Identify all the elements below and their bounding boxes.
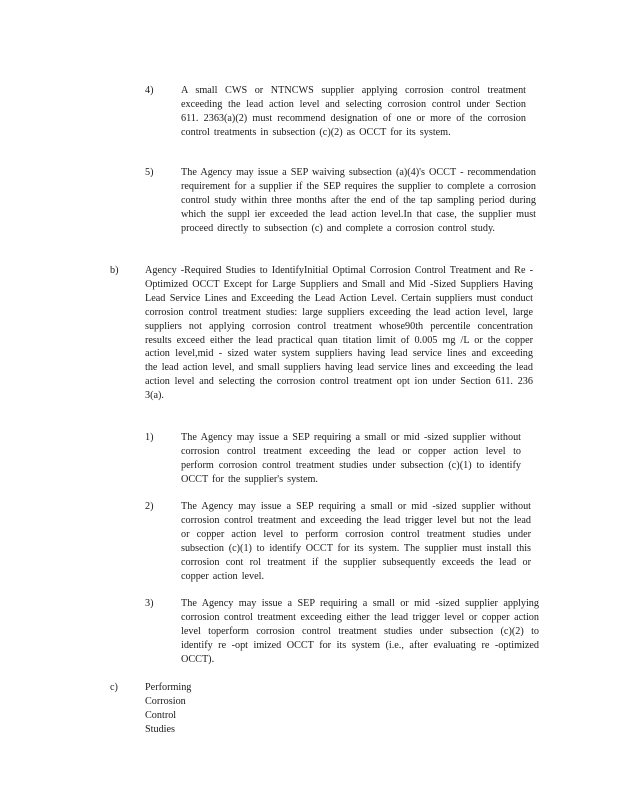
item-label: c) (110, 682, 118, 693)
item-text: A small CWS or NTNCWS supplier applying corrosion control treatment exceeding the lead action level and selecting corrosion control under Section 611. 2363(a)(2) must recommend designation of one or more of the corrosion control treatments in subsection (c)(2) as OCCT for its system. (181, 85, 526, 138)
item-label: 1) (145, 432, 154, 443)
item-label: 5) (145, 167, 154, 178)
item-text: The Agency may issue a SEP requiring a small or mid -sized supplier without corrosion control treatment and exceeding the lead trigger level but not the lead or copper action level to perform corrosion control treatment studies under subsection (c)(1) to identify OCCT for its system. The supplier must install this corrosion cont rol treatment if the supplier subsequently exceeds the lead or copper action level. (181, 501, 531, 582)
item-label: 3) (145, 598, 154, 609)
item-text: The Agency may issue a SEP requiring a small or mid -sized supplier without corrosion control treatment exceeding the lead or copper action level to perform corrosion control treatment studies under subsection (c)(1) to identify OCCT for the supplier's system. (181, 432, 521, 485)
item-label: 2) (145, 501, 154, 512)
item-text: Agency -Required Studies to IdentifyInitial Optimal Corrosion Control Treatment and Re -Optimized OCCT Except for Large Suppliers and Small and Mid -Sized Suppliers Having Lead Service Lines and Exceeding the Lead Action Level. Certain suppliers must conduct corrosion control treatment studies: large suppliers exceeding the lead action level, large suppliers not applying corrosion control treatment whose90th percentile concentration results exceed either the lead practical quan titation limit of 0.005 mg /L or the copper action level,mid - sized water system suppliers having lead service lines and exceeding the lead action level, and small suppliers having lead service lines and exceeding the lead action level and selecting the corrosion control treatment opt ion under Section 611. 236 3(a). (145, 265, 533, 402)
section-heading: Performing Corrosion Control Studies (145, 682, 192, 735)
item-label: b) (110, 265, 119, 276)
item-text: The Agency may issue a SEP requiring a small or mid -sized supplier applying corrosion control treatment exceeding either the lead trigger level or copper action level toperform corrosion control treatment studies under subsection (c)(2) to identify re -opt imized OCCT for its system (i.e., after evaluating re -optimized OCCT). (181, 598, 539, 665)
item-text: The Agency may issue a SEP waiving subsection (a)(4)'s OCCT - recommendation requirement for a supplier if the SEP requires the supplier to complete a corrosion control study within three months after the end of the tap sampling period during which the suppl ier exceeded the lead action level.In that case, the supplier must proceed directly to subsection (c) and complete a corrosion control study. (181, 167, 536, 234)
item-label: 4) (145, 85, 154, 96)
